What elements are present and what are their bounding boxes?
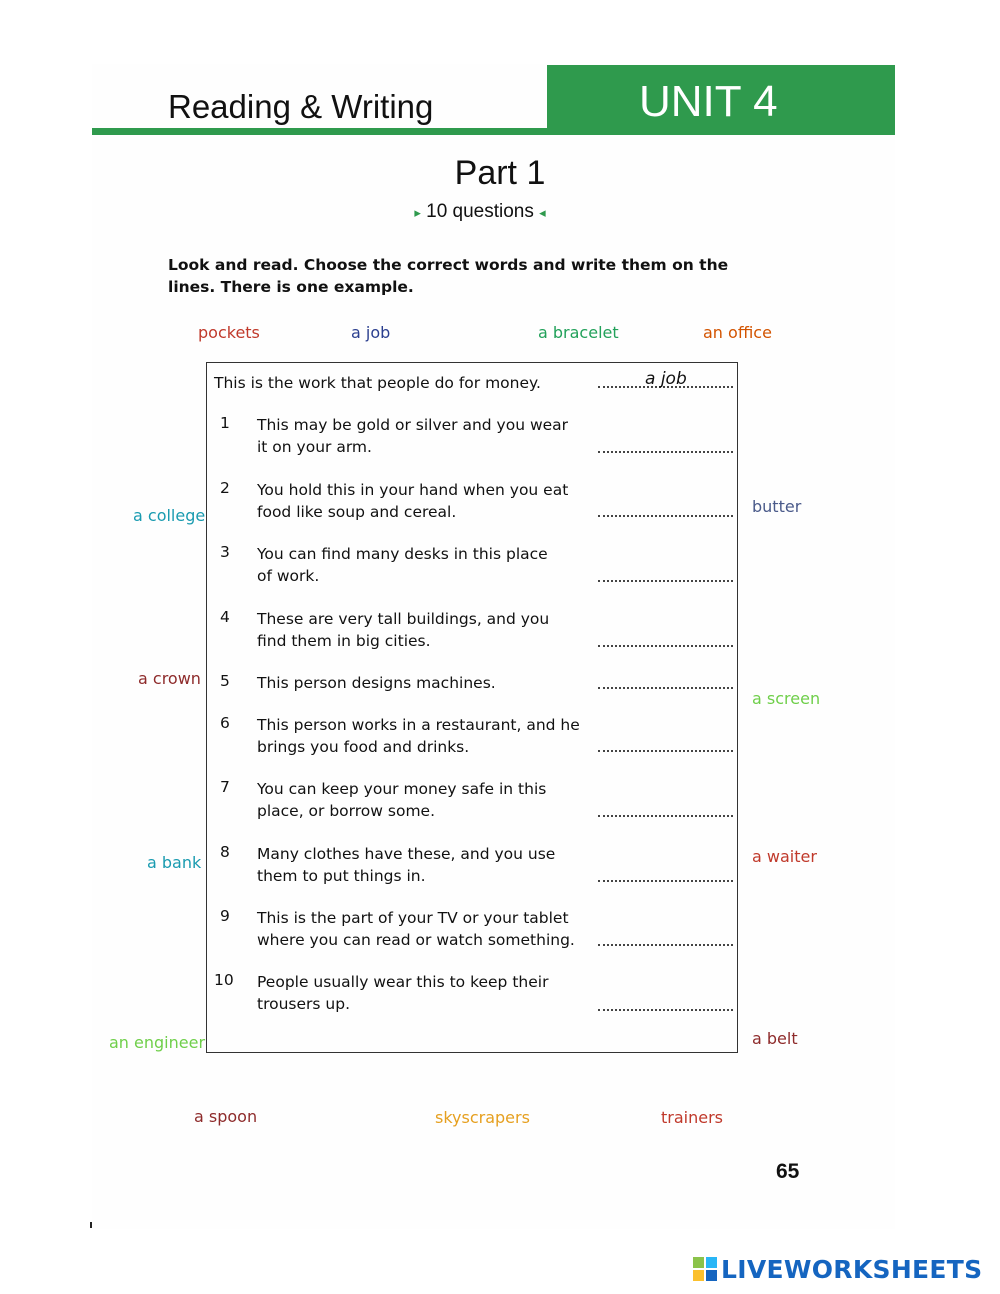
question-line-2: it on your arm.: [257, 438, 372, 456]
answer-line-10[interactable]: [598, 1009, 733, 1011]
question-line-2: brings you food and drinks.: [257, 738, 470, 756]
question-number: 2: [220, 479, 230, 497]
question-number: 5: [220, 672, 230, 690]
question-count: [0, 201, 960, 223]
question-number: 8: [220, 843, 230, 861]
question-line-2: trousers up.: [257, 995, 350, 1013]
question-line-2: where you can read or watch something.: [257, 931, 575, 949]
word-a-crown[interactable]: a crown: [138, 669, 201, 688]
question-line-1: These are very tall buildings, and you: [257, 610, 550, 628]
question-line-1: People usually wear this to keep their: [257, 973, 549, 991]
answer-line-7[interactable]: [598, 815, 733, 817]
word-pockets[interactable]: pockets: [198, 323, 260, 342]
brand-name: LIVEWORKSHEETS: [721, 1254, 983, 1284]
word-trainers[interactable]: trainers: [661, 1108, 723, 1127]
word-a-job[interactable]: a job: [351, 323, 391, 342]
question-line-2: find them in big cities.: [257, 632, 431, 650]
question-line-2: them to put things in.: [257, 867, 426, 885]
question-line-2: of work.: [257, 567, 320, 585]
word-a-bracelet[interactable]: a bracelet: [538, 323, 619, 342]
word-a-bank[interactable]: a bank: [147, 853, 202, 872]
brand-logo: [693, 1253, 982, 1285]
unit-banner: UNIT 4: [547, 65, 895, 135]
answer-line-9[interactable]: [598, 944, 733, 946]
header-underline: [92, 128, 547, 135]
question-line-1: This is the part of your TV or your tablet: [257, 909, 569, 927]
question-line-1: Many clothes have these, and you use: [257, 845, 556, 863]
question-number: 6: [220, 714, 230, 732]
question-number: 3: [220, 543, 230, 561]
arrow-left-icon: ◂: [539, 205, 546, 220]
word-an-office[interactable]: an office: [703, 323, 772, 342]
question-number: 1: [220, 414, 230, 432]
word-skyscrapers[interactable]: skyscrapers: [435, 1108, 530, 1127]
question-number: 10: [214, 971, 234, 989]
question-number: 4: [220, 608, 230, 626]
question-count-label: 10 questions: [426, 201, 534, 222]
word-a-spoon[interactable]: a spoon: [194, 1107, 258, 1126]
word-an-engineer[interactable]: an engineer: [109, 1033, 206, 1052]
question-number: 7: [220, 778, 230, 796]
question-line-1: This may be gold or silver and you wear: [257, 416, 569, 434]
section-title: Reading & Writing: [168, 88, 434, 125]
question-line-1: You can keep your money safe in this: [257, 780, 547, 798]
answer-line-3[interactable]: [598, 580, 733, 582]
question-line-2: place, or borrow some.: [257, 802, 436, 820]
page-number: 65: [776, 1160, 800, 1183]
answer-line-6[interactable]: [598, 750, 733, 752]
instructions: Look and read. Choose the correct words and write them on the lines. There is one example.: [168, 256, 729, 296]
word-butter[interactable]: butter: [752, 497, 802, 516]
answer-line-5[interactable]: [598, 687, 733, 689]
question-line-1: This person designs machines.: [257, 674, 496, 692]
part-title: Part 1: [454, 154, 546, 192]
question-line-1: This person works in a restaurant, and he: [257, 716, 580, 734]
answer-line-1[interactable]: [598, 451, 733, 453]
scan-mark: [90, 1222, 92, 1228]
question-number: 9: [220, 907, 230, 925]
question-line-2: food like soup and cereal.: [257, 503, 457, 521]
brand-grid-icon: [693, 1257, 717, 1281]
answer-line-2[interactable]: [598, 515, 733, 517]
answer-line-8[interactable]: [598, 880, 733, 882]
example-answer: a job: [645, 369, 687, 389]
word-a-college[interactable]: a college: [133, 506, 206, 525]
word-a-belt[interactable]: a belt: [752, 1029, 798, 1048]
answer-line-4[interactable]: [598, 645, 733, 647]
arrow-right-icon: ▸: [414, 205, 421, 220]
question-line-1: You hold this in your hand when you eat: [257, 481, 569, 499]
example-text: This is the work that people do for money.: [214, 374, 541, 392]
word-a-waiter[interactable]: a waiter: [752, 847, 817, 866]
word-a-screen[interactable]: a screen: [752, 689, 821, 708]
question-line-1: You can find many desks in this place: [257, 545, 548, 563]
